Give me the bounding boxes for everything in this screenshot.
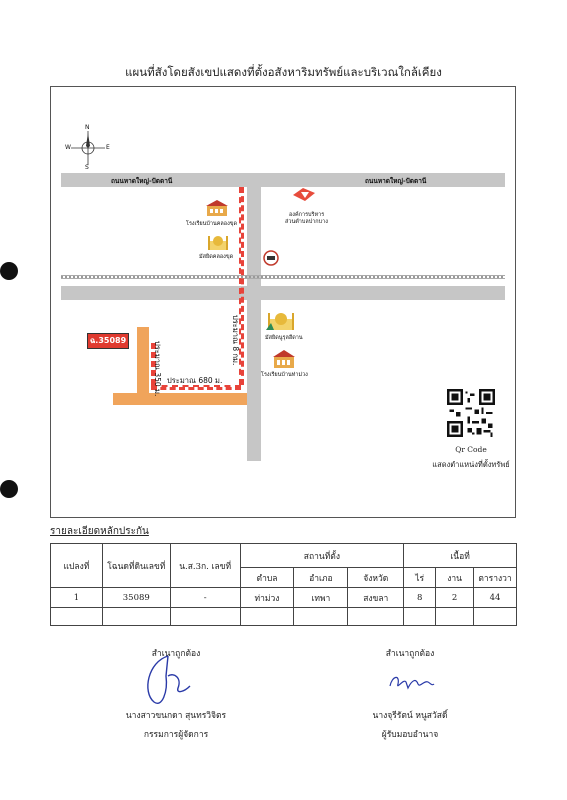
place-mosque-2: มัสยิดนูรุลฮีดาน — [265, 335, 303, 341]
left-certify: สำเนาถูกต้อง — [151, 649, 201, 659]
header-deed: โฉนดที่ดินเลขที่ — [102, 544, 170, 588]
school-icon-2 — [271, 349, 297, 369]
header-amphoe: อำเภอ — [294, 568, 348, 588]
railway — [61, 275, 505, 279]
binder-hole-bottom — [0, 480, 18, 498]
office-icon — [291, 187, 317, 203]
place-org-line-1: องค์การบริหาร — [289, 212, 325, 218]
left-name: นางสาวขนกดา สุนทรวิจิตร — [125, 711, 227, 721]
header-parcel: แปลงที่ — [51, 544, 103, 588]
access-lane-horizontal — [113, 393, 247, 405]
cell-ngan: 2 — [436, 588, 474, 608]
second-road — [61, 286, 505, 300]
collateral-table — [50, 543, 517, 626]
signature-right — [386, 670, 436, 694]
table-row — [51, 588, 517, 608]
mosque-icon — [207, 233, 229, 251]
distance-label-680m: ประมาณ 680 ม. — [167, 376, 223, 385]
access-lane-vertical — [137, 327, 149, 397]
cell-sqwa: 44 — [474, 588, 517, 608]
compass-e: E — [106, 144, 110, 151]
parcel-tag: ฉ.35089 — [87, 333, 129, 349]
place-school-2: โรงเรียนบ้านท่าม่วง — [261, 372, 308, 378]
cell-ns3: - — [170, 588, 240, 608]
right-certify: สำเนาถูกต้อง — [385, 649, 435, 659]
header-tambon: ตำบล — [240, 568, 294, 588]
cell-rai: 8 — [404, 588, 436, 608]
right-role: ผู้รับมอบอำนาจ — [381, 730, 439, 740]
left-role: กรรมการผู้จัดการ — [143, 730, 209, 740]
header-ns3: น.ส.3ก. เลขที่ — [170, 544, 240, 588]
distance-label-350m: ประมาณ 350 ม. — [153, 341, 162, 397]
compass-n: N — [85, 124, 90, 131]
side-road-vertical — [247, 187, 261, 461]
details-title: รายละเอียดหลักประกัน — [50, 526, 149, 537]
location-map — [50, 86, 516, 518]
header-province: จังหวัด — [348, 568, 404, 588]
binder-hole-top — [0, 262, 18, 280]
page-title: แผนที่สังโดยสังเขปแสดงที่ตั้งอสังหาริมทรัพย์และบริเวณใกล้เคียง — [125, 65, 442, 79]
header-sqwa: ตารางวา — [474, 568, 517, 588]
place-mosque-1: มัสยิดคลองขุด — [199, 254, 234, 260]
cell-province: สงขลา — [348, 588, 404, 608]
right-name: นางจุรีรัตน์ หนูสวัสดิ์ — [372, 711, 448, 721]
qr-caption-desc: แสดงตำแหน่งที่ตั้งทรัพย์ — [432, 460, 510, 469]
cell-amphoe: เทพา — [294, 588, 348, 608]
cell-parcel: 1 — [51, 588, 103, 608]
compass-s: S — [85, 164, 89, 171]
mosque-icon-2 — [266, 309, 296, 331]
qr-caption-title: Qr Code — [455, 445, 487, 454]
header-rai: ไร่ — [404, 568, 436, 588]
road-label-right: ถนนหาดใหญ่-ปัตตานี — [365, 177, 427, 185]
header-area: เนื้อที่ — [404, 544, 517, 568]
distance-label-8km: ประมาณ 8 กม. — [231, 315, 240, 366]
header-ngan: งาน — [436, 568, 474, 588]
cell-deed: 35089 — [102, 588, 170, 608]
cell-tambon: ท่าม่วง — [240, 588, 294, 608]
road-label-left: ถนนหาดใหญ่-ปัตตานี — [111, 177, 173, 185]
qr-code-icon — [447, 389, 495, 437]
table-row-empty — [51, 608, 517, 626]
place-org-line-2: ส่วนตำบลปากบาง — [285, 219, 328, 225]
railway-sign-icon — [263, 250, 279, 266]
school-icon — [204, 199, 230, 217]
signature-left — [138, 652, 198, 708]
place-school-1: โรงเรียนบ้านคลองขุด — [186, 221, 238, 227]
header-location: สถานที่ตั้ง — [240, 544, 404, 568]
compass-w: W — [65, 144, 71, 151]
